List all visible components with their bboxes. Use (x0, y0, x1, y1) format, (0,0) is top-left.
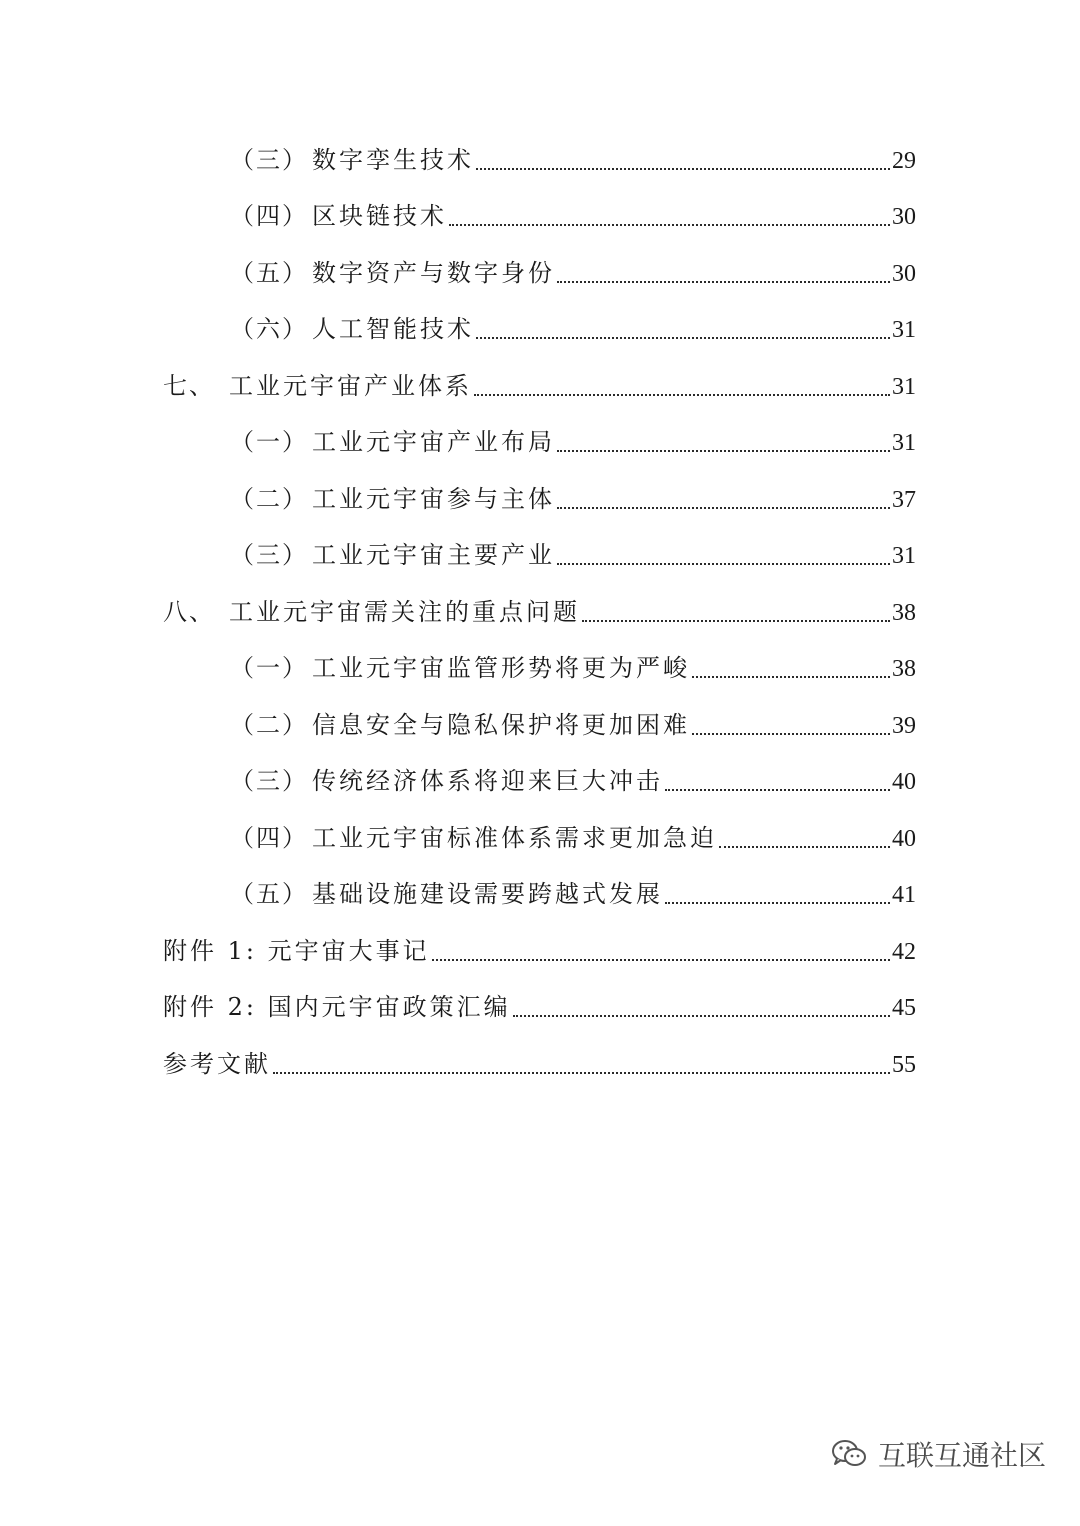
toc-entry[interactable] (230, 705, 916, 745)
toc-entry-number: （二） (230, 711, 308, 739)
toc-dot-leader (557, 450, 890, 452)
toc-dot-leader (557, 507, 890, 509)
toc-entry[interactable] (230, 874, 916, 914)
toc-entry-title: 工业元宇宙需关注的重点问题 (229, 598, 580, 626)
toc-entry[interactable] (163, 987, 916, 1027)
toc-entry-page: 31 (892, 374, 916, 400)
toc-entry-number: （五） (230, 880, 308, 908)
toc-entry[interactable] (230, 309, 916, 349)
toc-entry-title: 数字资产与数字身份 (312, 259, 555, 287)
toc-dot-leader (432, 959, 890, 961)
toc-dot-leader (665, 902, 890, 904)
toc-entry-number: 八、 (163, 598, 215, 626)
toc-entry[interactable] (230, 479, 916, 519)
toc-entry-title: 工业元宇宙主要产业 (312, 541, 555, 569)
toc-entry-page: 31 (892, 317, 916, 343)
toc-entry-title: 附件 1: 元宇宙大事记 (163, 937, 430, 965)
toc-entry-number: （三） (230, 767, 308, 795)
toc-entry-number: （一） (230, 428, 308, 456)
toc-dot-leader (476, 337, 890, 339)
toc-dot-leader (557, 563, 890, 565)
toc-entry[interactable] (230, 648, 916, 688)
toc-entry-title: 传统经济体系将迎来巨大冲击 (312, 767, 663, 795)
toc-entry-title: 信息安全与隐私保护将更加困难 (312, 711, 690, 739)
toc-entry-title: 工业元宇宙产业体系 (229, 372, 472, 400)
toc-entry-number: （六） (230, 315, 308, 343)
toc-entry[interactable] (230, 253, 916, 293)
toc-entry[interactable] (230, 761, 916, 801)
toc-entry-title: 工业元宇宙产业布局 (312, 428, 555, 456)
toc-entry[interactable] (230, 535, 916, 575)
toc-entry-number: （五） (230, 259, 308, 287)
watermark (830, 1434, 1046, 1474)
toc-entry-number: （四） (230, 202, 308, 230)
toc-entry-page: 45 (892, 995, 916, 1021)
toc-entry-page: 31 (892, 430, 916, 456)
toc-dot-leader (719, 846, 890, 848)
toc-entry-title: 数字孪生技术 (312, 146, 474, 174)
toc-dot-leader (557, 281, 890, 283)
toc-dot-leader (692, 676, 890, 678)
toc-dot-leader (665, 789, 890, 791)
toc-entry-title: 参考文献 (163, 1050, 271, 1078)
toc-entry-title: 附件 2: 国内元宇宙政策汇编 (163, 993, 511, 1021)
toc-entry-number: 七、 (163, 372, 215, 400)
toc-entry-page: 37 (892, 487, 916, 513)
toc-entry-title: 工业元宇宙监管形势将更为严峻 (312, 654, 690, 682)
toc-dot-leader (273, 1072, 890, 1074)
toc-entry-title: 人工智能技术 (312, 315, 474, 343)
toc-entry[interactable] (163, 366, 916, 406)
toc-entry-page: 38 (892, 656, 916, 682)
toc-entry[interactable] (163, 592, 916, 632)
toc-entry-page: 38 (892, 600, 916, 626)
toc-entry-page: 39 (892, 713, 916, 739)
toc-dot-leader (513, 1015, 890, 1017)
toc-entry[interactable] (230, 196, 916, 236)
toc-entry-number: （四） (230, 824, 308, 852)
toc-dot-leader (474, 394, 890, 396)
toc-entry-title: 区块链技术 (312, 202, 447, 230)
toc-entry[interactable] (230, 140, 916, 180)
toc-entry-title: 工业元宇宙标准体系需求更加急迫 (312, 824, 717, 852)
toc-entry-number: （二） (230, 485, 308, 513)
toc-entry-page: 42 (892, 939, 916, 965)
toc-entry-page: 31 (892, 543, 916, 569)
toc-entry-page: 30 (892, 261, 916, 287)
toc-entry-title: 基础设施建设需要跨越式发展 (312, 880, 663, 908)
toc-entry-page: 55 (892, 1052, 916, 1078)
toc-entry[interactable] (230, 818, 916, 858)
watermark-text: 互联互通社区 (877, 1439, 1046, 1472)
toc-entry-page: 30 (892, 204, 916, 230)
toc-dot-leader (449, 224, 890, 226)
toc-entry-page: 40 (892, 826, 916, 852)
toc-dot-leader (692, 733, 890, 735)
toc-entry[interactable] (163, 1044, 916, 1084)
wechat-icon (830, 1438, 868, 1470)
toc-entry-number: （三） (230, 146, 308, 174)
toc-entry-number: （三） (230, 541, 308, 569)
toc-entry[interactable] (163, 931, 916, 971)
toc-entry-page: 40 (892, 769, 916, 795)
toc-entry-page: 41 (892, 882, 916, 908)
toc-entry-page: 29 (892, 148, 916, 174)
toc-entry-title: 工业元宇宙参与主体 (312, 485, 555, 513)
toc-entry[interactable] (230, 422, 916, 462)
toc-entry-number: （一） (230, 654, 308, 682)
toc-dot-leader (476, 168, 890, 170)
toc-dot-leader (582, 620, 890, 622)
